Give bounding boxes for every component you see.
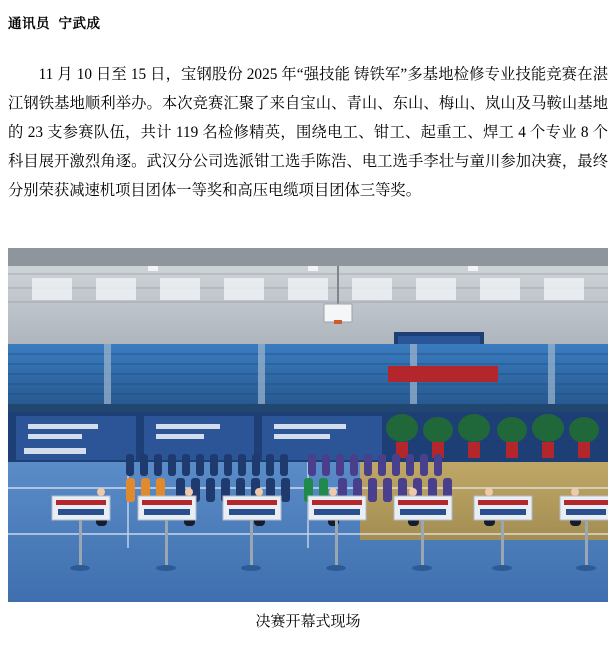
article-byline: 通讯员 宁武成 [8,16,101,31]
gymnasium-photo [8,248,608,602]
article-body: 11 月 10 日至 15 日，宝钢股份 2025 年“强技能 铸铁军”多基地检修专业技能竞赛在湛江钢铁基地顺利举办。本次竞赛汇聚了来自宝山、青山、东山、梅山、岚山及马鞍山基地的 23 支参赛队伍，共计 119 名检修精英，围绕电工、钳工、起重工、焊工 4 个专业 8 个科目展开激烈角逐。武汉分公司选派钳工选手陈浩、电工选手李壮与童川参加决赛，最终分别荣获减速机项目团体一等奖和高压电缆项目团体三等奖。 [8,66,608,199]
article-figure [8,248,608,602]
figure-caption: 决赛开幕式现场 [255,614,361,630]
